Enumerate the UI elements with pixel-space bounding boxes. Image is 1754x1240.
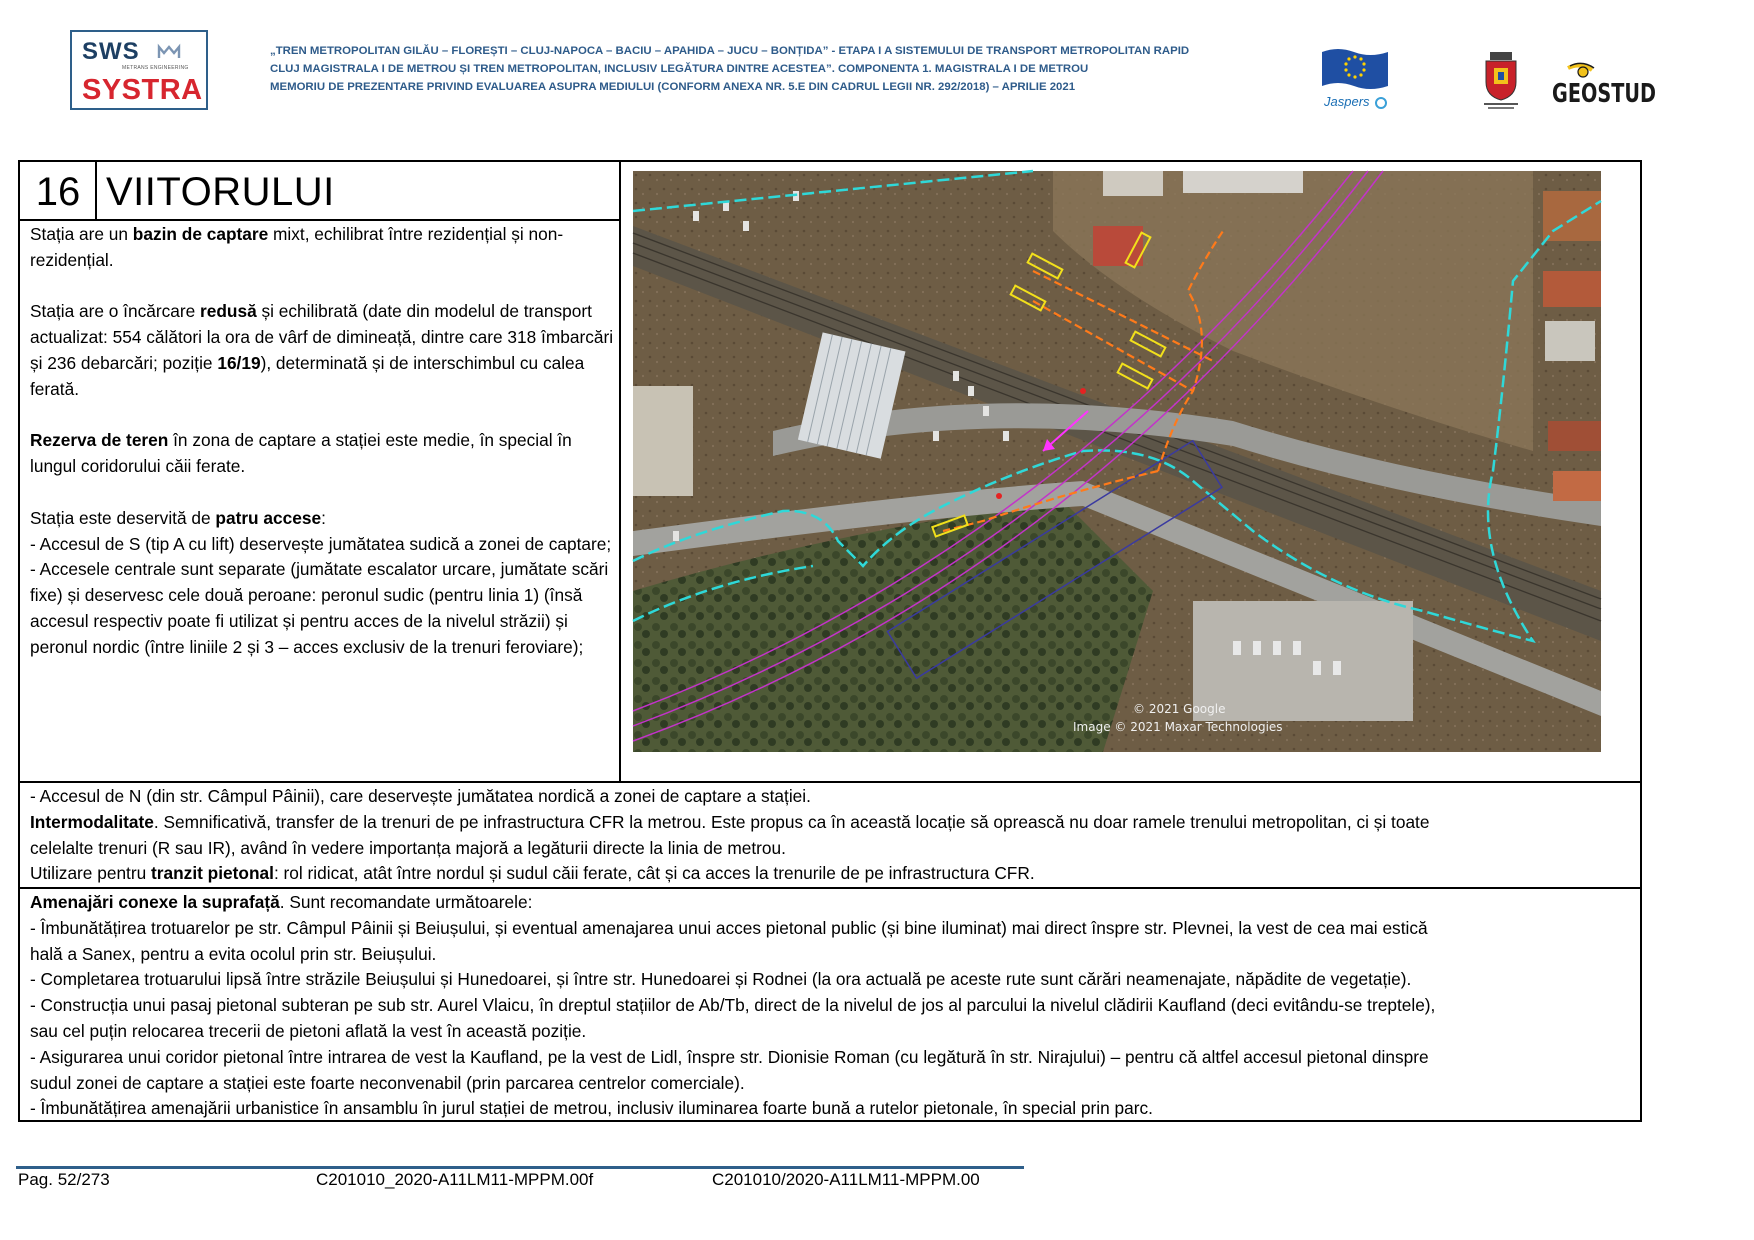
- improvement-item: hală a Sanex, pentru a evita ocolul prin str. Beiușului.: [30, 943, 437, 964]
- column-divider: [619, 160, 621, 783]
- intermodality-line: Intermodalitate. Semnificativă, transfer de la trenuri de pe infrastructura CFR la metrou. Este propus ca în această locație să oprească nu doar ramele trenului metropolitan, ci și toate: [30, 811, 1430, 832]
- document-code-2: C201010/2020-A11LM11-MPPM.00: [712, 1170, 980, 1189]
- station-name: VIITORULUI: [106, 170, 335, 214]
- station-description: [30, 222, 614, 661]
- improvement-item: - Construcția unui pasaj pietonal subteran pe sub str. Aurel Vlaicu, în dreptul stațiilor de Ab/Tb, direct de la nivelul de jos al parcului la nivelul clădirii Kaufland (deci evitându-se treptele),: [30, 995, 1436, 1016]
- access-south: - Accesul de S (tip A cu lift) deservește jumătatea sudică a zonei de captare;: [30, 533, 612, 554]
- logo-sws-subtitle: METRANS ENGINEERING: [122, 65, 189, 71]
- intermodality-line-2: celelalte trenuri (R sau IR), având în vedere importanța majoră a legăturii directe la linia de metrou.: [30, 837, 786, 858]
- improvement-item: - Asigurarea unui coridor pietonal între intrarea de vest la Kaufland, pe la vest de Lidl, înspre str. Dionisie Roman (cu legătură în str. Nirajului) – pentru că altfel accesul pietonal dinspre: [30, 1046, 1429, 1067]
- access-intermodality-section: [30, 784, 1630, 887]
- accesses-intro: Stația este deservită de patru accese:: [30, 507, 326, 528]
- satellite-map-image: [633, 171, 1601, 752]
- improvement-item: sudul zonei de captare a stației este foarte neconvenabil (prin parcarea centrelor comerciale).: [30, 1072, 745, 1093]
- logo-sws-text: SWS: [82, 38, 140, 65]
- access-north: - Accesul de N (din str. Câmpul Pâinii), care deservește jumătatea nordică a zonei de captare a stației.: [30, 786, 811, 806]
- row-divider-2: [18, 887, 1642, 889]
- coat-of-arms-icon: [1482, 52, 1520, 110]
- pedestrian-transit-line: Utilizare pentru tranzit pietonal: rol ridicat, atât între nordul și sudul căii ferate, cât și ca acces la trenurile de pe infrastructura CFR.: [30, 863, 1035, 884]
- improvement-item: sau cel puțin relocarea trecerii de pietoni aflată la vest în această poziție.: [30, 1020, 587, 1041]
- map-copyright-maxar: Image © 2021 Maxar Technologies: [1073, 720, 1283, 734]
- geostud-logo: [1550, 62, 1658, 109]
- station-number: 16: [35, 170, 81, 214]
- geostud-logo-mark: [1550, 62, 1658, 109]
- metrans-mark-icon: [158, 45, 180, 59]
- sws-systra-logo: [70, 30, 208, 110]
- logo-systra-text: SYSTRA: [82, 74, 203, 106]
- jaspers-logo-text: Jaspers: [1324, 94, 1370, 109]
- document-code-1: C201010_2020-A11LM11-MPPM.00f: [316, 1170, 594, 1189]
- station-site-map: [633, 171, 1601, 752]
- city-coat-of-arms-logo: [1482, 52, 1520, 110]
- header-line-3: MEMORIU DE PREZENTARE PRIVIND EVALUAREA ASUPRA MEDIULUI (CONFORM ANEXA NR. 5.E DIN CADRUL LEGII NR. 292/2018) – APRILIE 2021: [270, 81, 1076, 93]
- improvement-item: - Completarea trotuarului lipsă între străzile Beiușului și Hunedoarei, și între str. Hunedoarei și Rodnei (la ora actuală pe aceste rute sunt cărări neamenajate, năpădite de vegetație).: [30, 969, 1412, 990]
- header-line-2: CLUJ MAGISTRALA I DE METROU ȘI TREN METROPOLITAN, INCLUSIV LEGĂTURA DINTRE ACESTEA”. COMPONENTA 1. MAGISTRALA I DE METROU: [270, 63, 1089, 75]
- eu-flag-icon: [1320, 46, 1390, 92]
- jaspers-swirl-icon: [1374, 96, 1388, 110]
- footer-rule: [16, 1166, 1024, 1169]
- improvement-item: - Îmbunătățirea amenajării urbanistice în ansamblu în jurul stației de metrou, inclusiv iluminarea foarte bună a rutelor pietonale, în special prin parc.: [30, 1098, 1153, 1119]
- load-paragraph: Stația are o încărcare redusă și echilibrată (date din modelul de transport actualizat: 554 călători la ora de vârf de dimineață, dintre care 318 îmbarcări și 236 debarcări; poziție 16/19), determinată și de interschimbul cu calea ferată.: [30, 301, 614, 399]
- header-line-1: „TREN METROPOLITAN GILĂU – FLOREȘTI – CLUJ-NAPOCA – BACIU – APAHIDA – JUCU – BONȚIDA” - ETAPA I A SISTEMULUI DE TRANSPORT METROPOLITAN RAPID: [270, 45, 1190, 57]
- number-divider: [95, 160, 97, 220]
- map-copyright-google: © 2021 Google: [1133, 702, 1226, 716]
- page-number: Pag. 52/273: [18, 1170, 110, 1189]
- access-central: - Accesele centrale sunt separate (jumătate escalator urcare, jumătate scări fixe) și deservesc cele două peroane: peronul sudic (pentru linia 1) (însă accesul respectiv poate fi utilizat și pentru acces de la nivelul străzii) și peronul nordic (între liniile 2 și 3 – acces exclusiv de la trenuri feroviare);: [30, 559, 609, 657]
- title-underline: [18, 219, 620, 221]
- svg-text:GEOSTUD: GEOSTUD: [1552, 79, 1656, 109]
- eu-jaspers-logo: [1320, 46, 1390, 118]
- improvements-heading: Amenajări conexe la suprafață. Sunt recomandate următoarele:: [30, 892, 533, 912]
- row-divider-1: [18, 781, 1642, 783]
- land-reserve-paragraph: Rezerva de teren în zona de captare a stației este medie, în special în lungul coridorului căii ferate.: [30, 430, 572, 477]
- improvement-item: - Îmbunătățirea trotuarelor pe str. Câmpul Pâinii și Beiușului, și eventual amenajarea unui acces pietonal public (și bine iluminat) mai direct înspre str. Plevnei, la vest de cea mai estică: [30, 917, 1428, 938]
- surface-improvements-section: [30, 890, 1630, 1122]
- document-header-title: [270, 42, 1280, 96]
- catchment-paragraph: Stația are un bazin de captare mixt, echilibrat între rezidențial și non-rezidențial.: [30, 224, 564, 270]
